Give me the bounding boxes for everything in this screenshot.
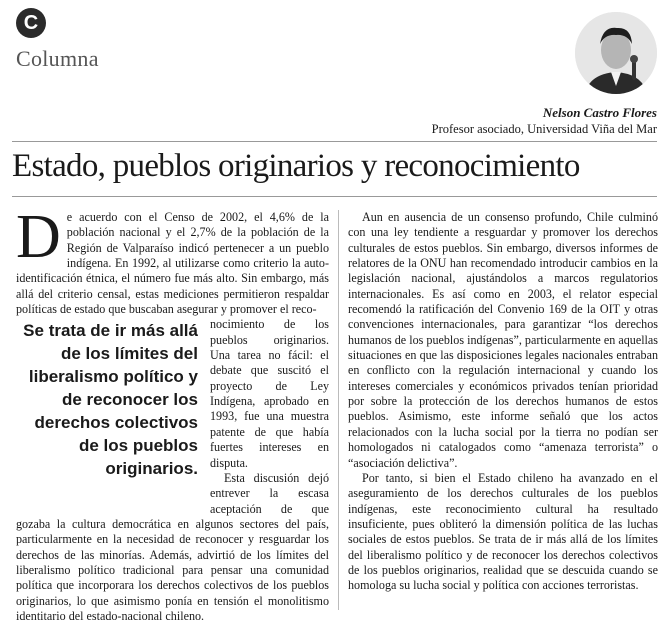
headline-divider <box>12 196 657 197</box>
article-column-2 <box>348 210 658 594</box>
paragraph: Aun en ausencia de un consenso profundo, Chile culminó con una ley tendiente a resguardar y promover los derechos culturales de estos pueblos. Sin embargo, diversos informes de relatores de la ONU han recomendado introducir cambios en la legislación nacional, ajustándolos a marcos regulatorios internacionales. Es así como en 2003, el relator especial recomendó la ratificación del Convenio 169 de la OIT y otras convenciones internacionales, para garantizar “los derechos humanos de los pueblos indígenas”, particularmente en aquellas situaciones en que las disposiciones legales nacionales entraban en conflicto con la regulación internacional y cuando los intereses comerciales y económicos privados tenían prioridad por sobre la protección de los derechos humanos de estos pueblos. Asimismo, este informe señaló que los actos relacionados con la lucha social por la tierra no podían ser homologados ni catalogados como “amenaza terrorista” o “asociación delictiva”. <box>348 210 658 470</box>
column-divider <box>338 210 339 610</box>
paragraph-text: e acuerdo con el Censo de 2002, el 4,6% de la población nacional y el 2,7% de la población de la Región de Valparaíso indicó pertenecer a un pueblo indígena. En 1992, al utilizarse como criterio la auto-identificación étnica, el número fue más alto. Sin embargo, más allá del criterio censal, estas mediciones permitieron respaldar políticas de estado que buscaban asegurar y promover el reco- <box>16 210 329 317</box>
paragraph: Por tanto, si bien el Estado chileno ha avanzado en el aseguramiento de los derechos culturales de los pueblos indígenas, este reconocimiento cultural ha resultado insuficiente, pues obliteró la dimensión política de las luchas sociales de estos pueblos. Se trata de ir más allá de los límites del liberalismo político y de reconocer los derechos colectivos de los pueblos originarios, realidad que se descuida cuando se homologa su lucha social y política con acciones terroristas. <box>348 470 658 593</box>
paragraph: Esta discusión dejó entrever la escasa aceptación de que gozaba la cultura democrática en algunos sectores del país, particularmente en la necesidad de reconocer y resguardar los derechos de las minorías. Además, advirtió de los límites del liberalismo político tradicional para pensar una comunidad política que incorporara los derechos colectivos de los pueblos originarios, lo que asimismo ponía en tensión el monolitismo identitario del estado-nacional chileno. <box>16 470 329 623</box>
drop-cap: D <box>16 203 61 271</box>
pull-quote: Se trata de ir más allá de los límites del liberalismo político y de reconocer los derechos colectivos de los pueblos originarios. <box>23 321 198 479</box>
article-column-1 <box>16 203 329 624</box>
section-label: Columna <box>16 46 99 71</box>
paragraph <box>16 203 329 317</box>
headline: Estado, pueblos originarios y reconocimiento <box>12 148 580 184</box>
author-role: Profesor asociado, Universidad Viña del Mar <box>431 122 657 136</box>
paragraph: nocimiento de los pueblos originarios. Una tarea no fácil: el debate que suscitó el proyecto de Ley Indígena, aprobado en 1993, fue una muestra patente de que había fuertes intereses en disputa. <box>210 317 329 470</box>
author-name: Nelson Castro Flores <box>542 105 657 120</box>
header-divider <box>12 141 657 142</box>
author-portrait-icon <box>575 12 657 94</box>
section-badge: C <box>16 8 46 38</box>
author-photo <box>575 12 657 94</box>
